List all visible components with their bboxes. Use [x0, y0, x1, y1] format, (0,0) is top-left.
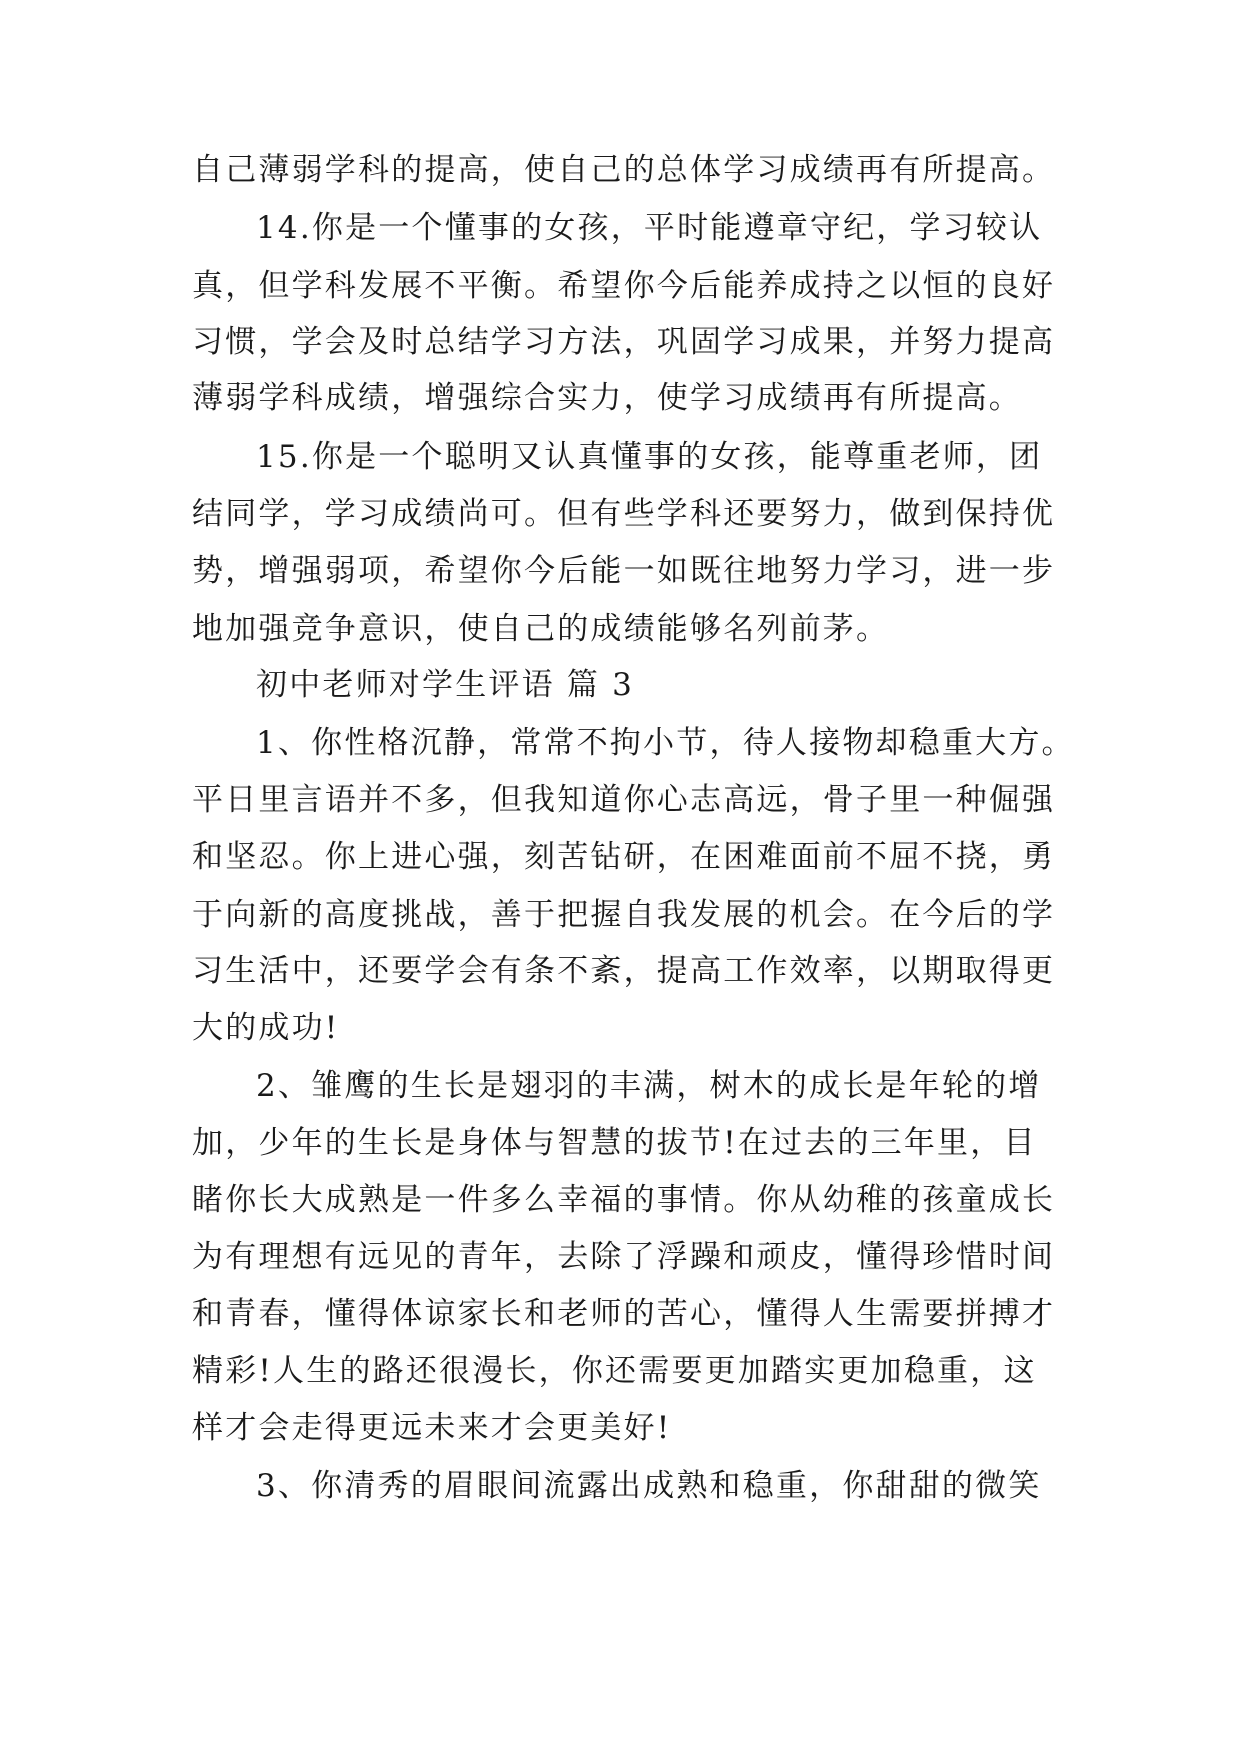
text-line: 真，但学科发展不平衡。希望你今后能养成持之以恒的良好	[192, 268, 1056, 304]
text-line: 样才会走得更远未来才会更美好!	[192, 1410, 672, 1446]
paragraph-2-start: 2、雏鹰的生长是翅羽的丰满，树木的成长是年轮的增	[256, 1068, 1042, 1104]
paragraph-15-start: 15.你是一个聪明又认真懂事的女孩，能尊重老师，团	[256, 439, 1043, 475]
text-line: 为有理想有远见的青年，去除了浮躁和顽皮，懂得珍惜时间	[192, 1239, 1056, 1275]
text-line: 结同学，学习成绩尚可。但有些学科还要努力，做到保持优	[192, 496, 1056, 532]
text-line: 势，增强弱项，希望你今后能一如既往地努力学习，进一步	[192, 553, 1056, 589]
text-line: 习生活中，还要学会有条不紊，提高工作效率，以期取得更	[192, 953, 1056, 989]
section-heading: 初中老师对学生评语 篇 3	[256, 667, 635, 703]
paragraph-3-start: 3、你清秀的眉眼间流露出成熟和稳重，你甜甜的微笑	[256, 1468, 1042, 1504]
text-line: 薄弱学科成绩，增强综合实力，使学习成绩再有所提高。	[192, 380, 1022, 416]
text-line: 地加强竞争意识，使自己的成绩能够名列前茅。	[192, 611, 890, 647]
text-line: 大的成功!	[192, 1010, 340, 1046]
paragraph-1-start: 1、你性格沉静，常常不拘小节，待人接物却稳重大方。	[256, 725, 1075, 761]
paragraph-14-start: 14.你是一个懂事的女孩，平时能遵章守纪，学习较认	[256, 210, 1043, 246]
text-line: 平日里言语并不多，但我知道你心志高远，骨子里一种倔强	[192, 782, 1056, 818]
text-line: 精彩!人生的路还很漫长，你还需要更加踏实更加稳重，这	[192, 1353, 1037, 1389]
text-line: 自己薄弱学科的提高，使自己的总体学习成绩再有所提高。	[192, 152, 1056, 188]
text-line: 和青春，懂得体谅家长和老师的苦心，懂得人生需要拼搏才	[192, 1296, 1056, 1332]
text-line: 于向新的高度挑战，善于把握自我发展的机会。在今后的学	[192, 897, 1056, 933]
text-line: 睹你长大成熟是一件多么幸福的事情。你从幼稚的孩童成长	[192, 1182, 1056, 1218]
text-line: 和坚忍。你上进心强，刻苦钻研，在困难面前不屈不挠，勇	[192, 839, 1056, 875]
text-line: 习惯，学会及时总结学习方法，巩固学习成果，并努力提高	[192, 324, 1056, 360]
text-line: 加，少年的生长是身体与智慧的拔节!在过去的三年里，目	[192, 1125, 1037, 1161]
